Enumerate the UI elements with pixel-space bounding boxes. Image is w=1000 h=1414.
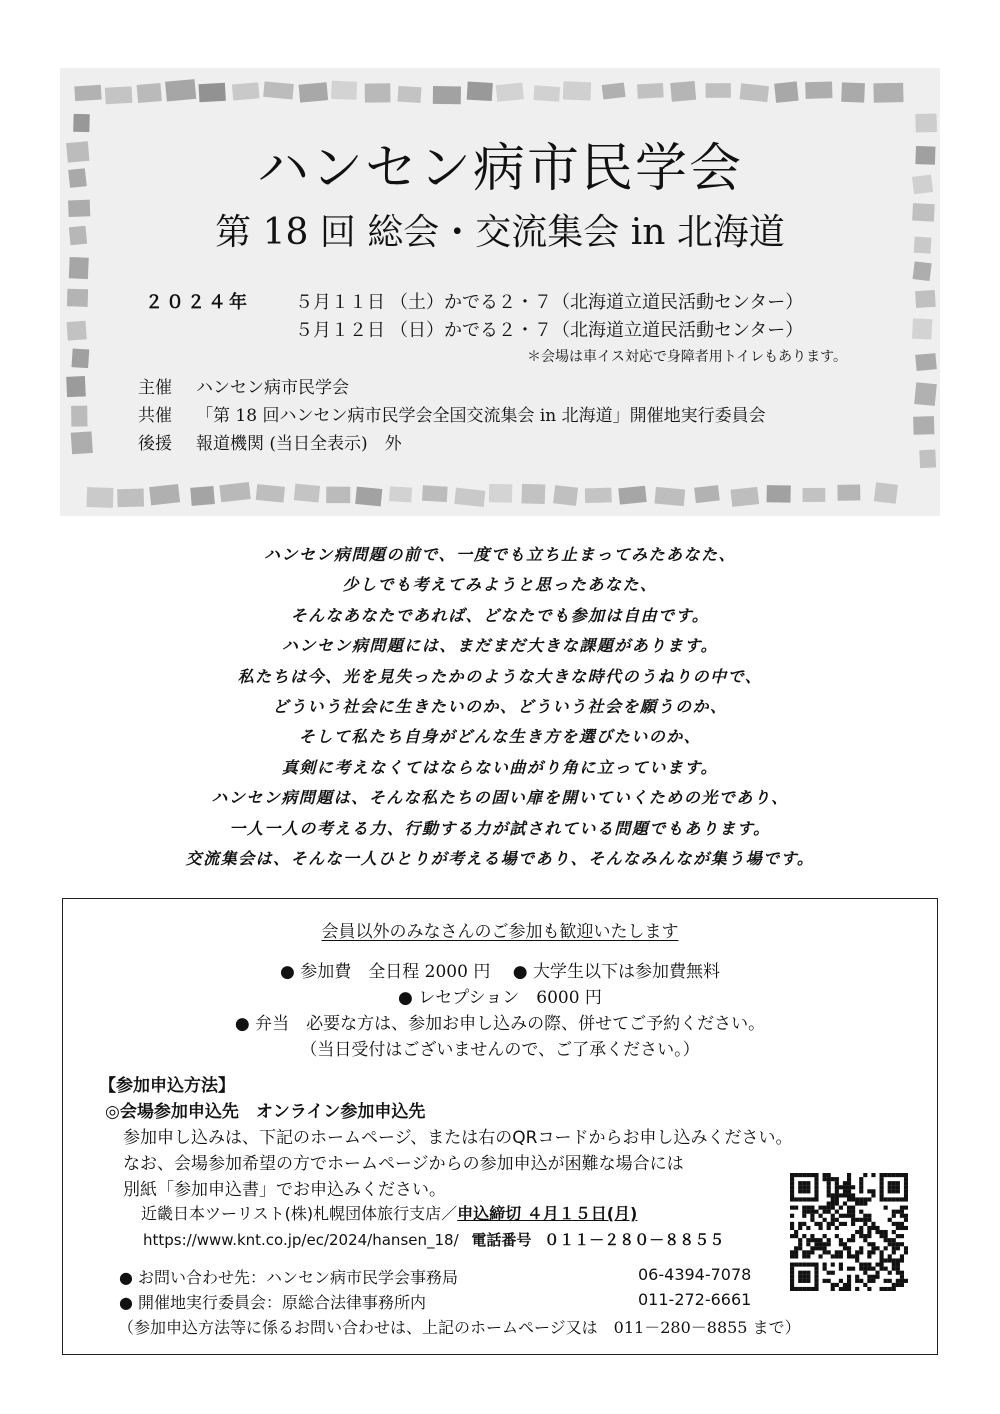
message-block — [0, 540, 1000, 874]
chalk-block — [837, 485, 860, 501]
cohost-label: 共催 — [138, 406, 172, 426]
apply-heading: 【参加申込方法】 — [99, 1076, 235, 1096]
chalk-block — [263, 81, 294, 99]
event-date-day1: ５月１１日 — [295, 292, 385, 313]
message-line: 真剣に考えなくてはならない曲がり角に立っています。 — [281, 757, 719, 777]
chalk-block — [294, 484, 320, 503]
page-title: ハンセン病市民学会 — [256, 139, 743, 199]
inquiry-footnote: （参加申込方法等に係るお問い合わせは、上記のホームページ又は 011－280－8855 まで） — [118, 1318, 801, 1337]
chalk-block — [915, 353, 937, 371]
event-date-day2: ５月１２日 — [295, 320, 385, 341]
chalk-block — [66, 376, 86, 397]
chalk-block — [533, 85, 560, 102]
chalk-block — [117, 489, 144, 508]
apply-subheading: ◎会場参加申込先 オンライン参加申込先 — [105, 1102, 426, 1122]
cohost-text: 「第 18 回ハンセン病市民学会全国交流集会 in 北海道」開催地実行委員会 — [196, 406, 766, 426]
organizer-support — [138, 429, 402, 454]
chalk-block — [521, 484, 545, 504]
chalk-block — [489, 484, 512, 503]
venue-accessibility-note: ＊会場は車イス対応で身障者用トイレもあります。 — [526, 349, 847, 365]
chalk-block — [914, 382, 937, 406]
chalk-block — [563, 81, 591, 100]
event-venue-day2: （日）かでる２・７（北海道立道民活動センター） — [390, 320, 804, 341]
chalk-block — [602, 83, 626, 100]
message-line: 私たちは今、光を見失ったかのような大きな時代のうねりの中で、 — [237, 666, 763, 686]
chalk-block — [670, 81, 696, 102]
chalk-block — [803, 488, 826, 502]
chalk-block — [198, 83, 225, 102]
chalk-block — [913, 416, 934, 435]
event-venue-day1: （土）かでる２・７（北海道立道民活動センター） — [390, 292, 804, 313]
chalk-block — [454, 488, 485, 507]
chalk-block — [397, 86, 421, 103]
message-line: ハンセン病問題は、そんな私たちの固い扉を開いていくための光であり、 — [211, 788, 789, 808]
organizer-text: ハンセン病市民学会 — [196, 378, 349, 398]
chalk-block — [694, 485, 720, 503]
header-panel — [60, 68, 940, 516]
message-line: そんなあなたであれば、どなたでも参加は自由です。 — [290, 605, 710, 625]
chalk-block — [71, 348, 89, 368]
reception-fee-line: ● レセプション 6000 円 — [398, 988, 602, 1008]
chalk-block — [841, 82, 865, 102]
message-line: ハンセン病問題の前で、一度でも立ち止まってみたあなた、 — [263, 545, 737, 564]
contact-office: ● お問い合わせ先：ハンセン病市民学会事務局 — [119, 1268, 459, 1287]
message-line: 交流集会は、そんな一人ひとりが考える場であり、そんなみんなが集う場です。 — [185, 848, 815, 868]
message-line: 一人一人の考える力、行動する力が試されている問題でもあります。 — [229, 818, 771, 838]
chalk-block — [149, 484, 180, 505]
chalk-block — [805, 81, 832, 98]
chalk-block — [706, 83, 731, 98]
chalk-block — [873, 83, 903, 103]
info-box — [62, 898, 938, 1355]
chalk-block — [553, 485, 578, 506]
chalk-block — [67, 289, 88, 307]
chalk-block — [389, 486, 412, 502]
chalk-block — [69, 257, 89, 279]
chalk-block — [913, 261, 932, 281]
chalk-block — [919, 450, 936, 469]
apply-instruction: なお、会場参加希望の方でホームページからの参加申込が困難な場合には — [123, 1154, 684, 1174]
organizer-host — [138, 373, 349, 398]
chalk-block — [190, 486, 215, 506]
contact-office-phone: 06-4394-7078 — [638, 1265, 752, 1284]
contact-committee-phone: 011-272-6661 — [638, 1290, 752, 1309]
chalk-block — [496, 83, 524, 102]
chalk-block — [433, 86, 461, 104]
chalk-block — [654, 487, 685, 506]
organizer-cohost — [138, 401, 766, 426]
agency-phone: ０１１－２８０－８８５５ — [544, 1231, 725, 1249]
chalk-block — [256, 484, 285, 503]
chalk-block — [585, 488, 612, 503]
support-text: 報道機関 (当日全表示) 外 — [196, 434, 402, 454]
chalk-block — [71, 431, 93, 454]
chalk-block — [365, 83, 391, 102]
chalk-block — [219, 482, 250, 502]
chalk-block — [730, 487, 759, 507]
event-subtitle: 第 18 回 総会・交流集会 in 北海道 — [215, 212, 785, 253]
qr-code[interactable] — [790, 1173, 908, 1291]
organizer-label: 主催 — [138, 378, 172, 398]
chalk-block — [912, 318, 932, 339]
chalk-block — [105, 86, 133, 104]
chalk-block — [137, 83, 162, 103]
chalk-block — [774, 81, 798, 102]
phone-label: 電話番号 — [471, 1231, 532, 1249]
chalk-block — [618, 486, 646, 505]
message-line: 少しでも考えてみようと思ったあなた、 — [342, 575, 658, 595]
application-url-link[interactable]: https://www.knt.co.jp/ec/2024/hansen_18/ — [143, 1231, 459, 1249]
event-year: ２０２４年 — [145, 292, 250, 313]
chalk-block — [165, 79, 196, 101]
chalk-block — [331, 81, 357, 100]
apply-instruction: 参加申し込みは、下記のホームページ、または右のQRコードからお申し込みください。 — [123, 1128, 793, 1148]
chalk-block — [915, 290, 936, 308]
chalk-block — [299, 82, 329, 102]
chalk-block — [422, 485, 448, 502]
welcome-heading: 会員以外のみなさんのご参加も歓迎いたします — [321, 922, 679, 942]
url-line — [143, 1229, 724, 1250]
no-same-day-note: （当日受付はございませんので、ご了承ください。） — [300, 1040, 700, 1060]
chalk-block — [326, 487, 350, 503]
chalk-block — [467, 82, 493, 102]
fee-line: ● 参加費 全日程 2000 円 ● 大学生以下は参加費無料 — [280, 962, 720, 982]
contact-committee: ● 開催地実行委員会：原総合法律事務所内 — [119, 1293, 427, 1312]
chalk-block — [67, 321, 87, 341]
chalk-block — [355, 487, 382, 507]
chalk-block — [740, 83, 769, 102]
message-line: ハンセン病問題には、まだまだ大きな課題があります。 — [281, 636, 719, 656]
travel-agency: 近畿日本ツーリスト(株)札幌団体旅行支店／ — [141, 1204, 458, 1223]
message-line: そして私たち自身がどんな生き方を選びたいのか、 — [298, 727, 702, 747]
application-deadline: 申込締切 ４月１５日(月) — [457, 1204, 638, 1223]
chalk-block — [71, 406, 87, 427]
chalk-block — [86, 487, 113, 508]
message-line: どういう社会に生きたいのか、どういう社会を願うのか、 — [272, 696, 728, 716]
chalk-block — [74, 85, 101, 101]
apply-instruction: 別紙「参加申込書」でお申込みください。 — [123, 1180, 446, 1200]
travel-agency-line — [141, 1201, 637, 1224]
chalk-block — [232, 82, 260, 100]
lunch-line: ● 弁当 必要な方は、参加お申し込みの際、併せてご予約ください。 — [234, 1014, 766, 1034]
chalk-block — [874, 482, 898, 504]
support-label: 後援 — [138, 434, 172, 454]
chalk-block — [767, 485, 791, 503]
chalk-block — [637, 83, 664, 99]
